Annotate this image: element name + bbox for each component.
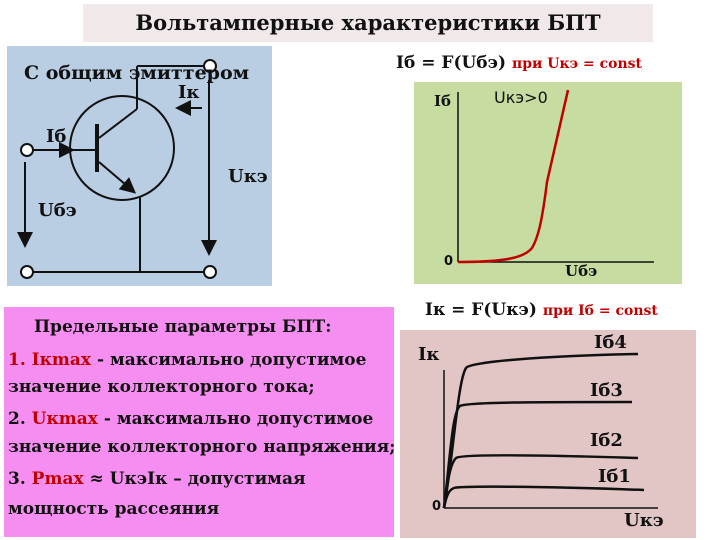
- param-3-symbol: Pmax: [31, 469, 84, 489]
- param-item-3: [8, 469, 306, 489]
- param-item-2-cont: значение коллекторного напряжения;: [8, 437, 396, 457]
- curve-label-ib3: Iб3: [590, 380, 623, 401]
- ib-label: Iб: [46, 126, 67, 147]
- param-1-text: - максимально допустимое: [96, 350, 367, 370]
- input-annotation: Uкэ>0: [494, 88, 548, 107]
- uke-label: Uкэ: [228, 166, 268, 187]
- curve-label-ib2: Iб2: [590, 430, 623, 451]
- base-terminal: [21, 144, 33, 156]
- param-item-3-cont: мощность рассеяния: [8, 499, 220, 519]
- input-formula: [396, 53, 642, 73]
- param-2-text: - максимально допустимое: [103, 409, 374, 429]
- collector-line: [99, 109, 137, 138]
- emitter-terminal-right: [204, 266, 216, 278]
- limit-parameters-panel: [4, 307, 394, 537]
- input-origin: 0: [444, 254, 454, 269]
- param-item-2: [8, 409, 373, 429]
- param-2-number: 2.: [8, 409, 26, 429]
- ik-label: Iк: [178, 82, 200, 103]
- params-heading: Предельные параметры БПТ:: [34, 317, 332, 337]
- title-bar: [83, 4, 653, 42]
- output-ylabel: Iк: [418, 344, 440, 365]
- circuit-heading: С общим эмиттером: [24, 62, 250, 84]
- output-curve-ib1: [444, 487, 644, 508]
- param-1-number: 1.: [8, 350, 26, 370]
- curve-label-ib4: Iб4: [594, 332, 627, 353]
- param-3-text: ≈ UкэIк – допустимая: [89, 469, 306, 489]
- input-formula-text: Iб = F(Uбэ): [396, 53, 507, 73]
- ube-label: Uбэ: [38, 200, 77, 221]
- input-xlabel: Uбэ: [565, 262, 598, 280]
- input-condition: при Uкэ = const: [511, 56, 642, 72]
- output-formula: [425, 300, 658, 320]
- emitter-line: [99, 162, 133, 191]
- output-condition: при Iб = const: [542, 303, 658, 319]
- emitter-terminal-left: [21, 266, 33, 278]
- param-2-symbol: Uкmax: [31, 409, 98, 429]
- transistor-body: [70, 96, 174, 200]
- output-xlabel: Uкэ: [624, 510, 664, 531]
- output-origin: 0: [432, 499, 442, 514]
- param-1-symbol: Iкmax: [31, 350, 92, 370]
- page-title: Вольтамперные характеристики БПТ: [135, 10, 601, 35]
- input-characteristic-chart: [414, 82, 682, 284]
- param-item-1: [8, 350, 366, 370]
- input-curve: [458, 90, 568, 262]
- output-formula-text: Iк = F(Uкэ): [425, 300, 537, 320]
- input-ylabel: Iб: [434, 92, 452, 110]
- curve-label-ib1: Iб1: [598, 466, 631, 487]
- param-item-1-cont: значение коллекторного тока;: [8, 377, 315, 397]
- param-3-number: 3.: [8, 469, 26, 489]
- output-characteristic-chart: [400, 330, 696, 538]
